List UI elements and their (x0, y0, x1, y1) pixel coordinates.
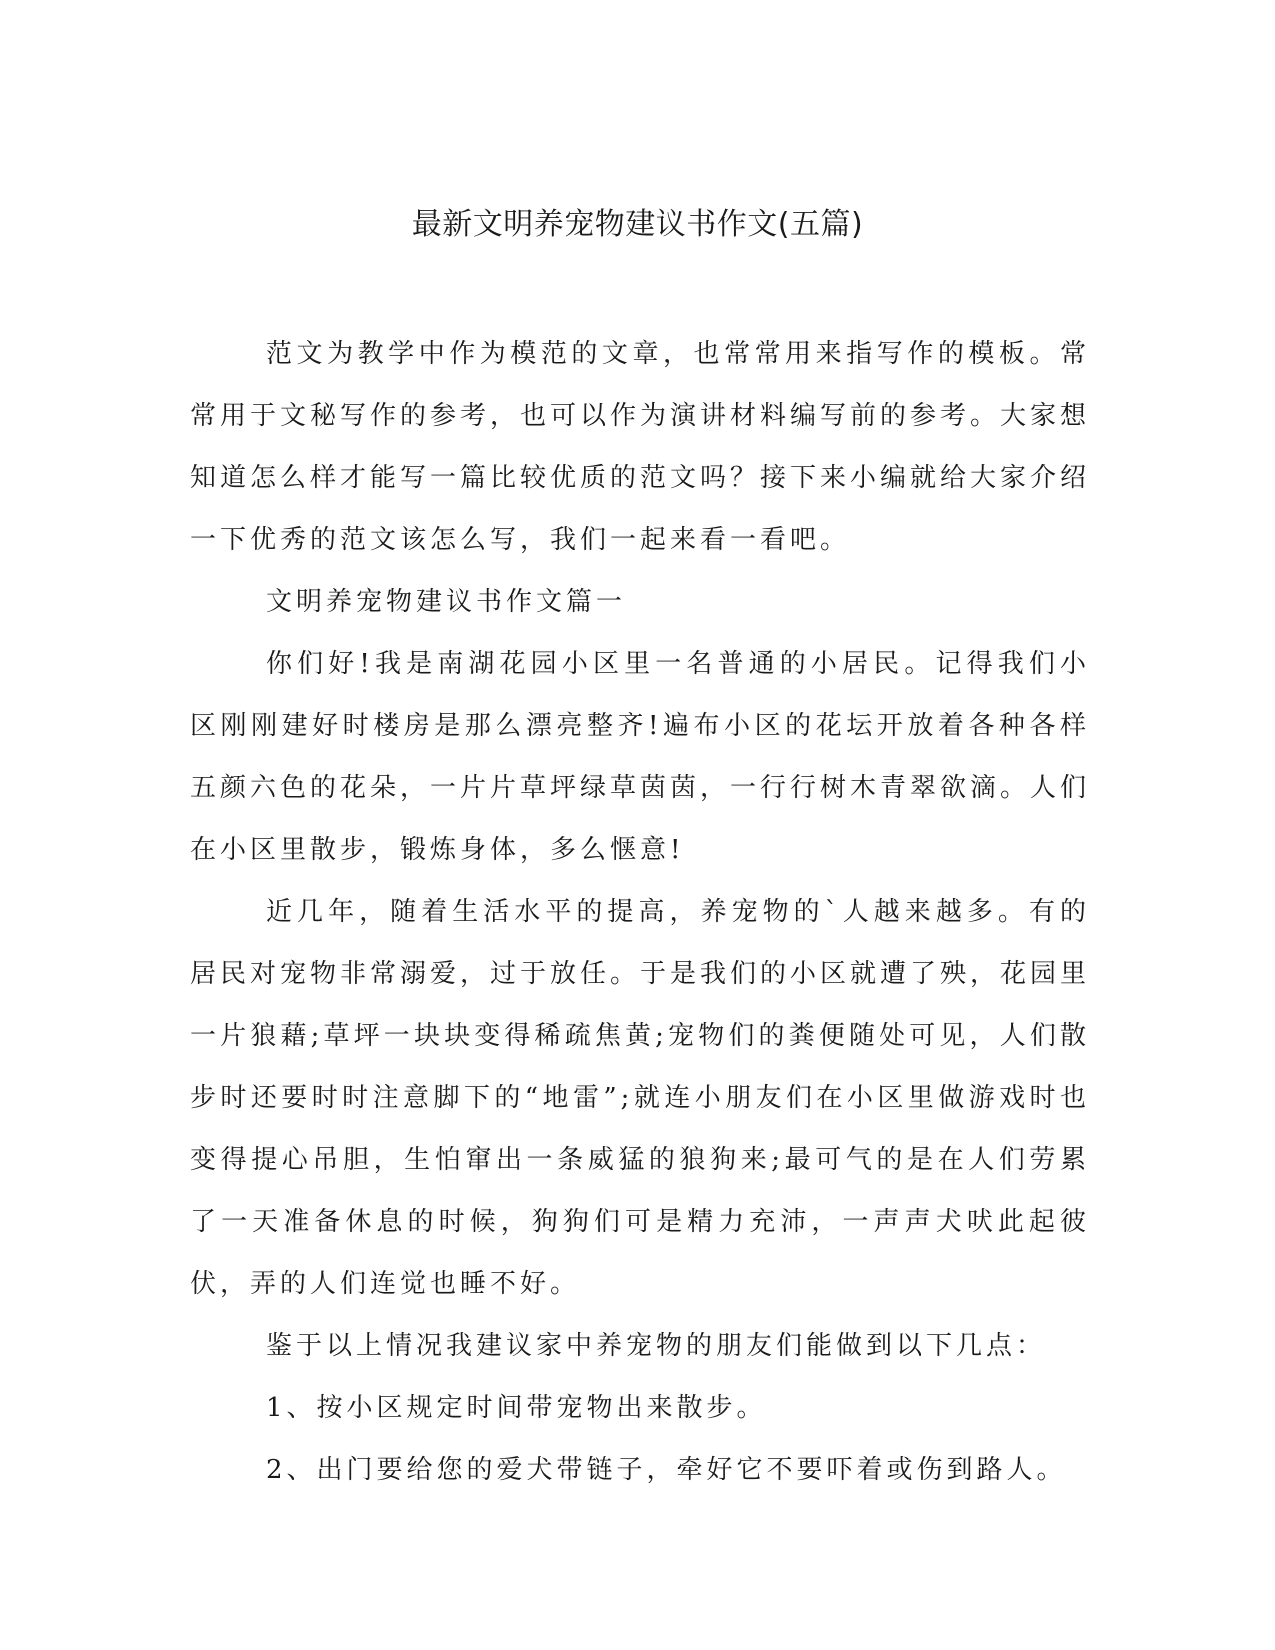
document-title: 最新文明养宠物建议书作文(五篇) (411, 207, 864, 242)
paragraph: 近几年，随着生活水平的提高，养宠物的`人越来越多。有的居民对宠物非常溺爱，过于放任。于是我们的小区就遭了殃，花园里一片狼藉;草坪一块块变得稀疏焦黄;宠物们的粪便随处可见，人们散步时还要时时注意脚下的“地雷”;就连小朋友们在小区里做游戏时也变得提心吊胆，生怕窜出一条威猛的狼狗来;最可气的是在人们劳累了一天准备休息的时候，狗狗们可是精力充沛，一声声犬吠此起彼伏，弄的人们连觉也睡不好。 (190, 897, 1091, 1299)
paragraph: 鉴于以上情况我建议家中养宠物的朋友们能做到以下几点： (266, 1331, 1047, 1361)
document-body (190, 323, 1090, 1501)
list-item: 1、按小区规定时间带宠物出来散步。 (266, 1393, 767, 1423)
paragraph: 你们好!我是南湖花园小区里一名普通的小居民。记得我们小区刚刚建好时楼房是那么漂亮整齐!遍布小区的花坛开放着各种各样五颜六色的花朵，一片片草坪绿草茵茵，一行行树木青翠欲滴。人们在小区里散步，锻炼身体，多么惬意! (190, 649, 1091, 865)
paragraph-intro: 范文为教学中作为模范的文章，也常常用来指写作的模板。常常用于文秘写作的参考，也可以作为演讲材料编写前的参考。大家想知道怎么样才能写一篇比较优质的范文吗？接下来小编就给大家介绍一下优秀的范文该怎么写，我们一起来看一看吧。 (190, 339, 1091, 555)
section-heading: 文明养宠物建议书作文篇一 (266, 587, 627, 617)
list-item: 2、出门要给您的爱犬带链子，牵好它不要吓着或伤到路人。 (266, 1455, 1067, 1485)
